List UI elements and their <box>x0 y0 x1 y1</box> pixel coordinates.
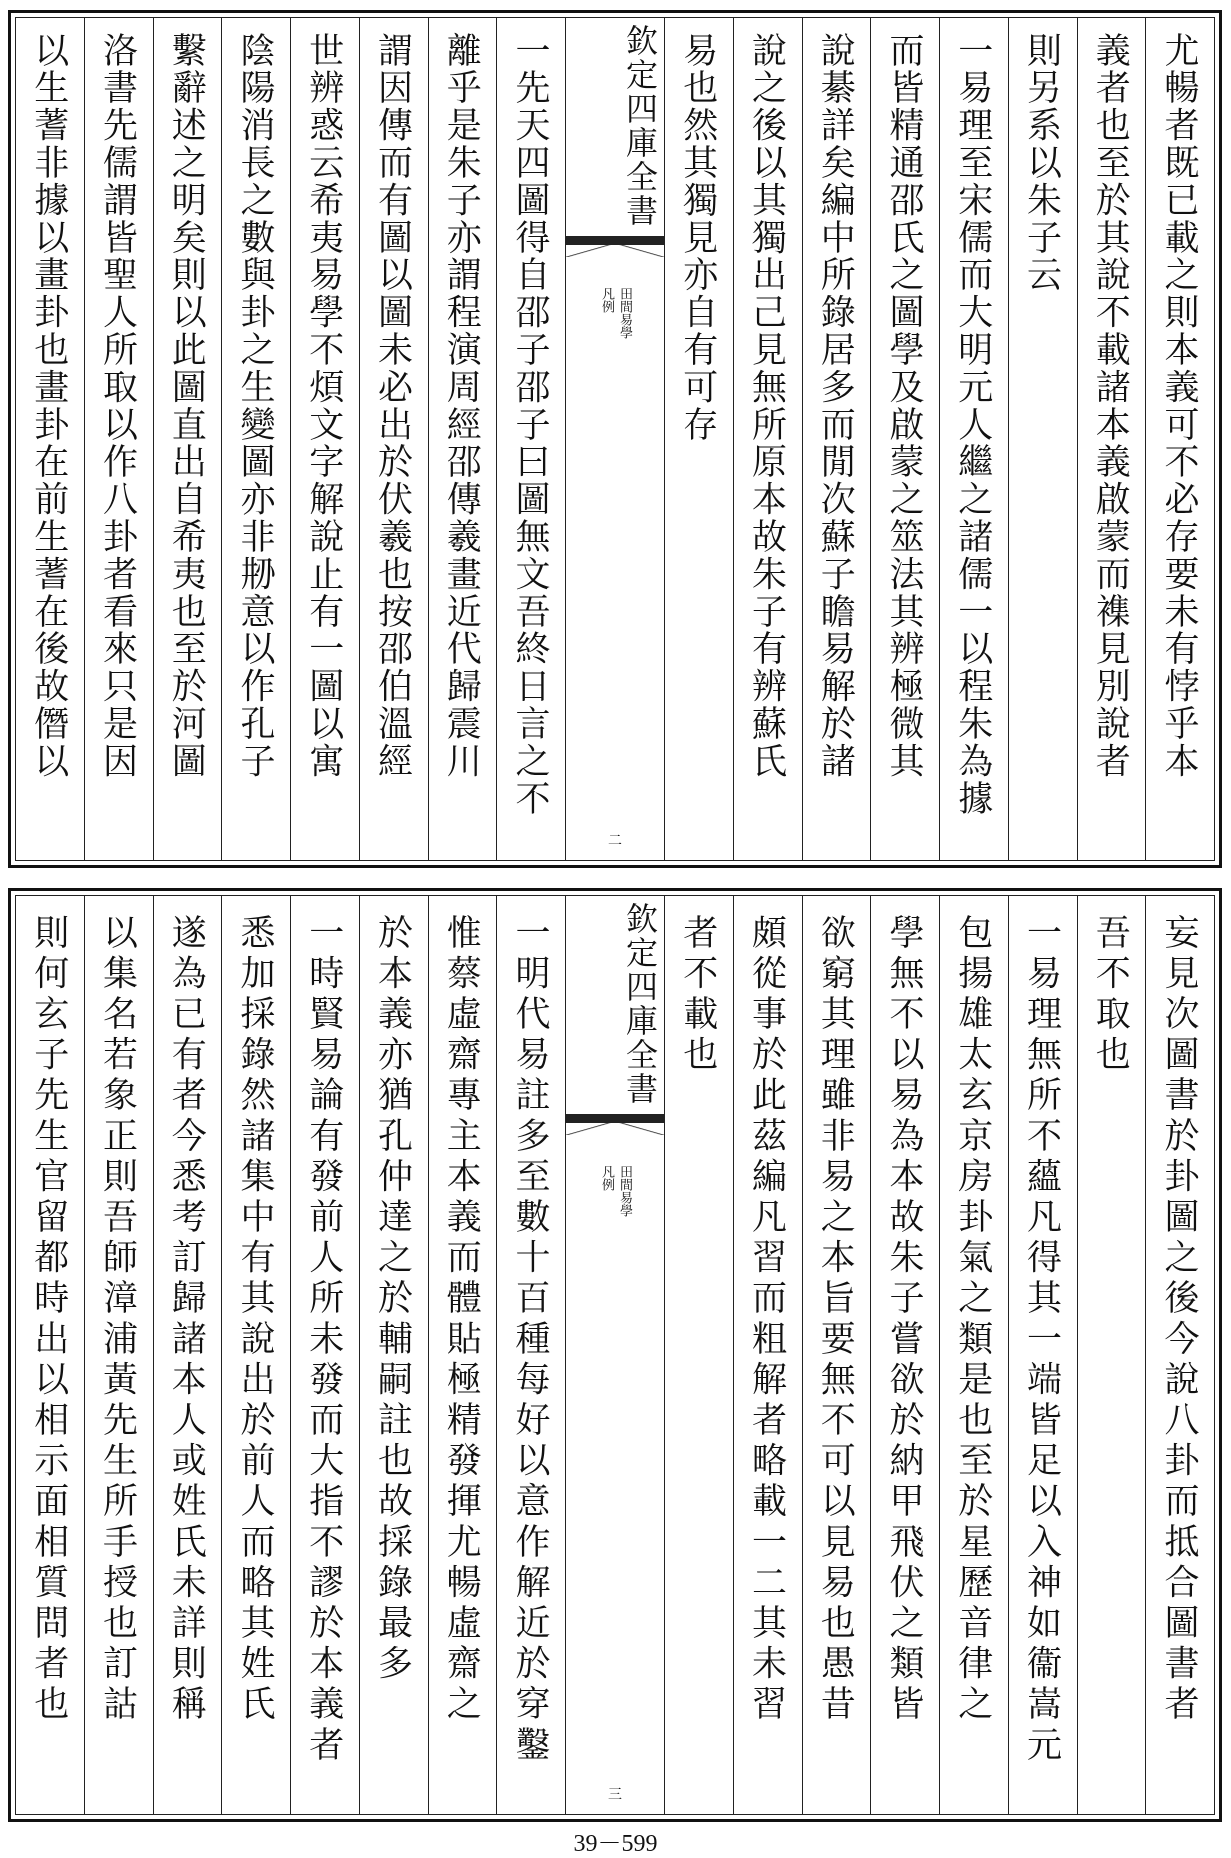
text-column: 一先天四圖得自邵子邵子曰圖無文吾終日言之不 <box>496 18 565 860</box>
text-column: 則何玄子先生官留都時出以相示面相質問者也 <box>28 914 69 1726</box>
text-column: 頗從事於此茲編凡習而粗解者略載一二其未習 <box>733 896 802 1814</box>
leaf-number: 三 <box>608 1787 622 1803</box>
section-title: 凡例 <box>599 1165 614 1191</box>
text-column: 一時賢易論有發前人所未發而大指不謬於本義者 <box>290 896 359 1814</box>
fish-tail-ornament <box>566 1115 664 1137</box>
text-column: 包揚雄太玄京房卦氣之類是也至於星歷音律之 <box>939 896 1008 1814</box>
text-column: 離乎是朱子亦謂程演周經邵傳羲畫近代歸震川 <box>428 18 497 860</box>
text-column: 遂為已有者今悉考訂歸諸本人或姓氏未詳則稱 <box>153 896 222 1814</box>
text-column: 說綦詳矣編中所錄居多而閒次蘇子瞻易解於諸 <box>802 18 871 860</box>
text-column: 則另系以朱子云 <box>1008 18 1077 860</box>
section-title: 凡例 <box>599 287 614 313</box>
text-column: 吾不取也 <box>1077 896 1146 1814</box>
text-column: 學無不以易為本故朱子嘗欲於納甲飛伏之類皆 <box>870 896 939 1814</box>
book-title: 田間易學 <box>617 287 632 339</box>
text-column: 一易理至宋儒而大明元人繼之諸儒一以程朱為據 <box>939 18 1008 860</box>
book-labels <box>566 1165 664 1217</box>
center-margin-column <box>565 18 664 860</box>
collection-header: 欽定四庫全書 <box>566 896 664 1115</box>
text-column: 欲窮其理雖非易之本旨要無不可以見易也愚昔 <box>802 896 871 1814</box>
text-column: 惟蔡虛齋專主本義而體貼極精發揮尤暢虛齋之 <box>428 896 497 1814</box>
text-column: 易也然其獨見亦自有可存 <box>664 18 733 860</box>
fish-tail-ornament <box>566 237 664 259</box>
center-margin-column <box>565 896 664 1814</box>
upper-page-columns <box>15 17 1215 861</box>
upper-page-panel <box>8 10 1222 868</box>
text-column: 悉加採錄然諸集中有其說出於前人而略其姓氏 <box>221 896 290 1814</box>
lower-page-panel <box>8 888 1222 1822</box>
book-title: 田間易學 <box>617 1165 632 1217</box>
text-column: 一明代易註多至數十百種每好以意作解近於穿鑿 <box>496 896 565 1814</box>
page-number: 39－599 <box>573 1831 658 1857</box>
book-labels <box>566 287 664 339</box>
text-column: 義者也至於其說不載諸本義啟蒙而襍見別說者 <box>1077 18 1146 860</box>
text-column: 世辨惑云希夷易學不煩文字解說止有一圖以寓 <box>290 18 359 860</box>
text-column: 尤暢者既已載之則本義可不必存要未有悖乎本 <box>1145 18 1214 860</box>
text-column: 以集名若象正則吾師漳浦黃先生所手授也訂詁 <box>84 896 153 1814</box>
text-column: 而皆精通邵氏之圖學及啟蒙之筮法其辨極微其 <box>870 18 939 860</box>
text-column: 妄見次圖書於卦圖之後今說八卦而抵合圖書者 <box>1145 896 1214 1814</box>
text-column: 說之後以其獨出己見無所原本故朱子有辨蘇氏 <box>733 18 802 860</box>
text-column: 一易理無所不蘊凡得其一端皆足以入神如衞嵩元 <box>1008 896 1077 1814</box>
text-column: 謂因傳而有圖以圖未必出於伏羲也按邵伯溫經 <box>359 18 428 860</box>
lower-page-columns <box>15 895 1215 1815</box>
text-column: 繫辭述之明矣則以此圖直出自希夷也至於河圖 <box>153 18 222 860</box>
text-column: 者不載也 <box>664 896 733 1814</box>
text-column: 洛書先儒謂皆聖人所取以作八卦者看來只是因 <box>84 18 153 860</box>
text-column: 陰陽消長之數與卦之生變圖亦非刱意以作孔子 <box>221 18 290 860</box>
text-column: 以生蓍非據以畫卦也畫卦在前生蓍在後故僭以 <box>28 32 69 780</box>
collection-header: 欽定四庫全書 <box>566 18 664 237</box>
text-column: 於本義亦猶孔仲達之於輔嗣註也故採錄最多 <box>359 896 428 1814</box>
leaf-number: 二 <box>608 833 622 849</box>
